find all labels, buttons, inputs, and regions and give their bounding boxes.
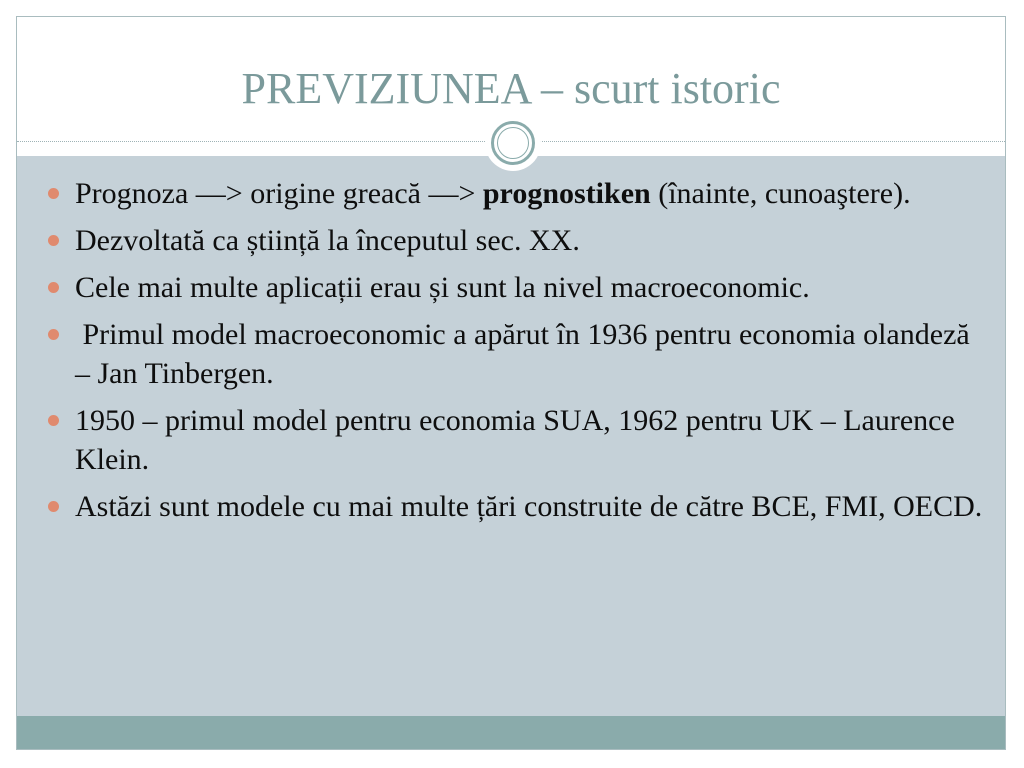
bullet-icon <box>48 415 59 426</box>
bullet-text: Dezvoltată ca știință la începutul sec. XX. <box>75 224 580 257</box>
bullet-icon <box>48 188 59 199</box>
bullet-icon <box>48 329 59 340</box>
bullet-icon <box>48 501 59 512</box>
bullet-list <box>44 174 984 534</box>
bullet-text-suffix: (înainte, cunoaştere). <box>650 177 911 210</box>
bullet-text: Astăzi sunt modele cu mai multe țări construite de către BCE, FMI, OECD. <box>75 490 983 523</box>
list-item <box>44 401 984 479</box>
footer-bar <box>17 716 1005 749</box>
list-item <box>44 174 984 213</box>
list-item <box>44 315 984 393</box>
list-item <box>44 487 984 526</box>
bullet-text: Cele mai multe aplicații erau și sunt la nivel macroeconomic. <box>75 271 810 304</box>
slide-title: PREVIZIUNEA – scurt istoric <box>241 64 781 113</box>
ring-ornament-icon <box>485 115 541 171</box>
bullet-text: 1950 – primul model pentru economia SUA, 1962 pentru UK – Laurence Klein. <box>75 404 955 476</box>
bullet-text-prefix: Prognoza —> origine greacă —> <box>75 177 483 210</box>
bullet-text: Primul model macroeconomic a apărut în 1936 pentru economia olandeză – Jan Tinbergen. <box>75 318 978 390</box>
bullet-text-bold: prognostiken <box>482 177 651 210</box>
list-item <box>44 268 984 307</box>
list-item <box>44 221 984 260</box>
bullet-icon <box>48 282 59 293</box>
bullet-icon <box>48 235 59 246</box>
